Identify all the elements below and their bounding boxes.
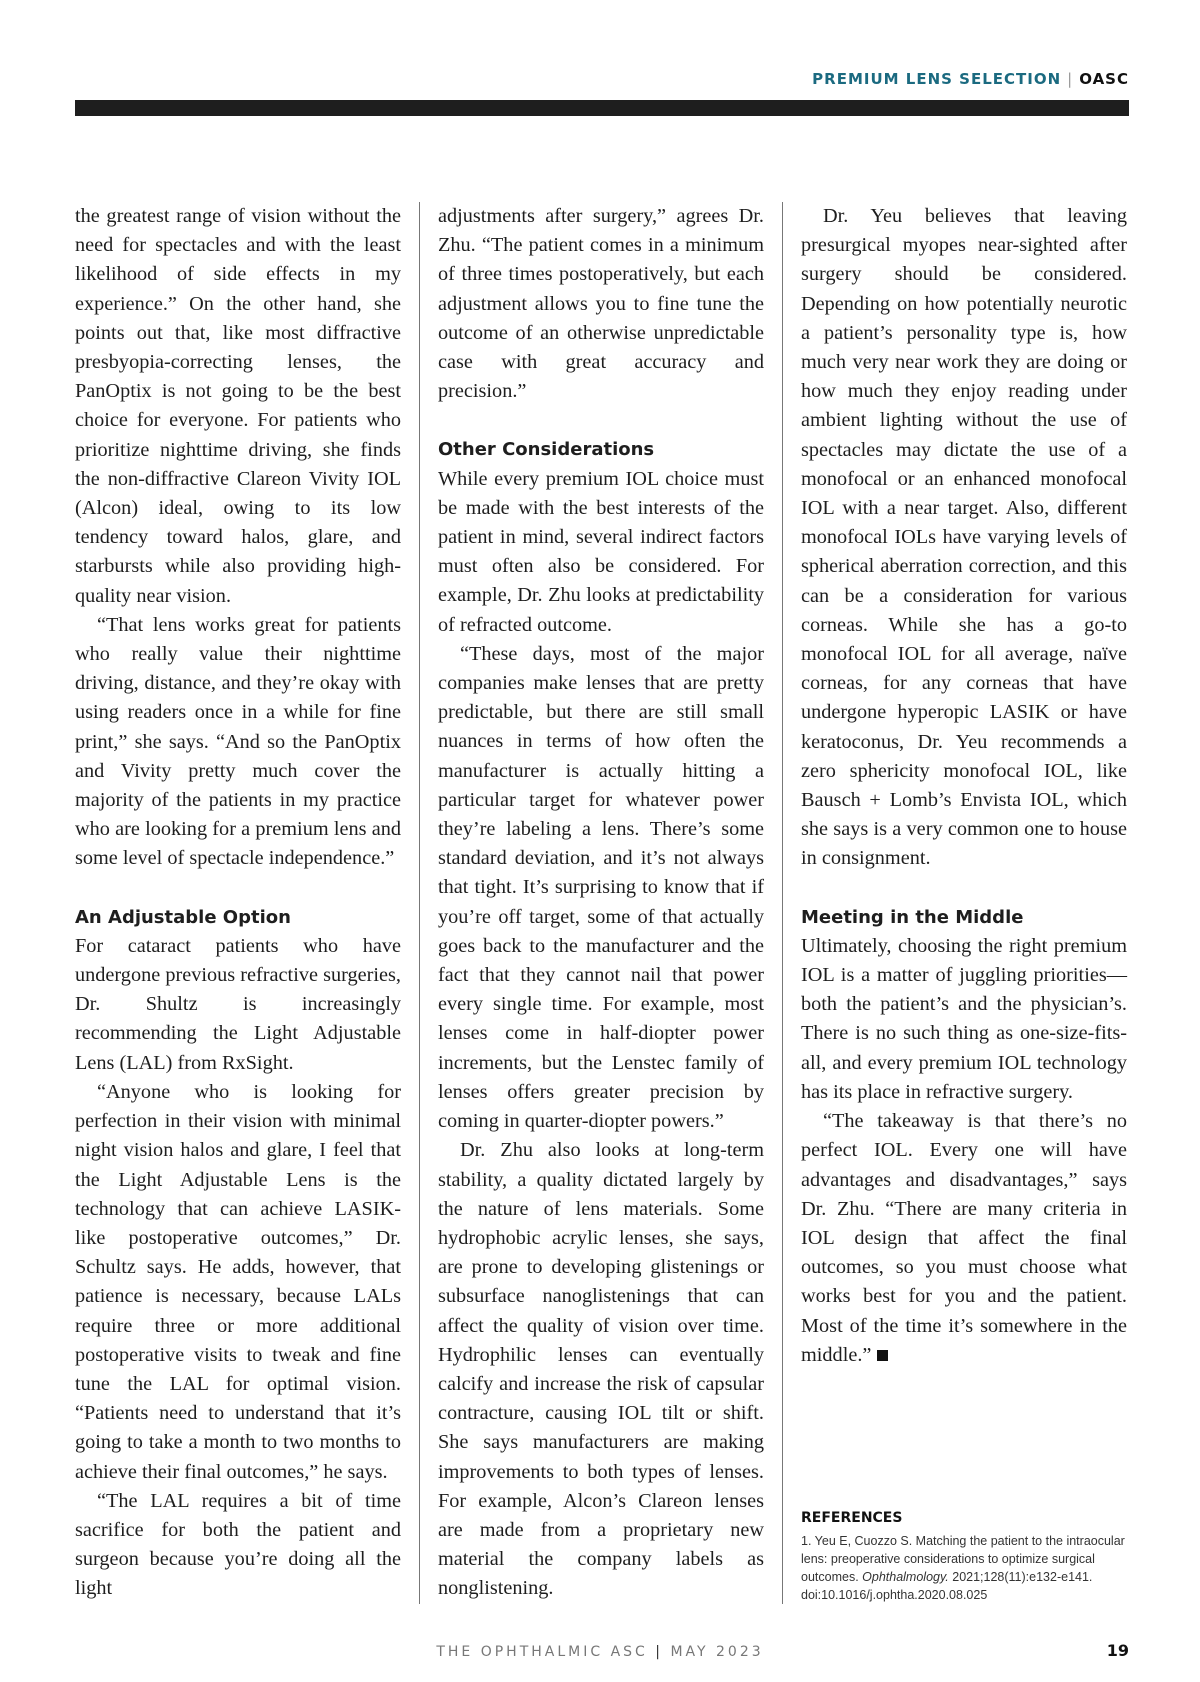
body-paragraph: “That lens works great for patients who really value their nighttime driving, distance, and they’re okay with using readers once in a while for fine print,” she says. “And so the PanOptix and Vivity pretty much cover the majority of the patients in my practice who are looking for a premium lens and some level of spectacle independence.”: [75, 613, 401, 870]
section-heading: An Adjustable Option: [75, 906, 291, 928]
body-paragraph: Dr. Zhu also looks at long-term stability, a quality dictated largely by the nature of lens materials. Some hydrophobic acrylic lenses, she says, are prone to developing glistenings or subsurface nanoglistenings that can affect the quality of vision over time. Hydrophilic lenses can eventually calcify and increase the risk of capsular contracture, causing IOL tilt or shift. She says manufacturers are making improvements to both types of lenses. For example, Alcon’s Clareon lenses are made from a proprietary new material the company labels as nonglistening.: [438, 1139, 764, 1600]
body-paragraph: “The LAL requires a bit of time sacrifice for both the patient and surgeon because you’re doing all the light: [75, 1489, 401, 1600]
footer-publication: THE OPHTHALMIC ASC: [436, 1643, 648, 1660]
body-paragraph: For cataract patients who have undergone previous refractive surgeries, Dr. Shultz is increasingly recommending the Light Adjustable Lens (LAL) from RxSight.: [75, 934, 401, 1074]
body-paragraph: “Anyone who is looking for perfection in their vision with minimal night vision halos and glare, I feel that the Light Adjustable Lens is the technology that can achieve LASIK-like postoperative outcomes,” Dr. Schultz says. He adds, however, that patience is necessary, because LALs require three or more additional postoperative visits to tweak and fine tune the LAL for optimal vision. “Patients need to understand that it’s going to take a month to two months to achieve their final outcomes,” he says.: [75, 1080, 401, 1483]
reference-text: 1. Yeu E, Cuozzo S. Matching the patient to the intraocular lens: preoperative considerations to optimize surgical outcomes.: [801, 1533, 1125, 1584]
column-2: [419, 202, 764, 1604]
section-heading: Other Considerations: [438, 439, 655, 461]
reference-journal: Ophthalmology.: [862, 1569, 949, 1584]
footer-date: MAY 2023: [670, 1643, 764, 1660]
references: [801, 1468, 1127, 1604]
column-3: [782, 202, 1127, 1604]
section-heading: Meeting in the Middle: [801, 906, 1024, 928]
footer-row: [0, 1642, 1200, 1682]
references-heading: REFERENCES: [801, 1509, 903, 1526]
running-header: [812, 70, 1129, 88]
body-paragraph: the greatest range of vision without the need for spectacles and with the least likelihood of side effects in my experience.” On the other hand, she points out that, like most diffractive presbyopia-correcting lenses, the PanOptix is not going to be the best choice for everyone. For patients who prioritize nighttime driving, she finds the non-diffractive Clareon Vivity IOL (Alcon) ideal, owing to its low tendency toward halos, glare, and starbursts while also providing high-quality near vision.: [75, 205, 401, 607]
footer-separator: |: [655, 1643, 663, 1660]
header-rule-bar: [75, 100, 1129, 116]
page-number: 19: [1106, 1640, 1129, 1660]
column-1: [75, 202, 401, 1604]
footer: [0, 1642, 1200, 1662]
paragraph-text: “The takeaway is that there’s no perfect IOL. Every one will have advantages and disadvantages,” says Dr. Zhu. “There are many criteria in IOL design that affect the final outcomes, so you must choose what works best for you and the patient. Most of the time it’s somewhere in the middle.”: [801, 1110, 1127, 1366]
body-paragraph: Dr. Yeu believes that leaving presurgical myopes near-sighted after surgery should be considered. Depending on how potentially neurotic a patient’s personality type is, how much very near work they are doing or how much they enjoy reading under ambient lighting without the use of spectacles may dictate the use of a monofocal or an enhanced monofocal IOL with a near target. Also, different monofocal IOLs have varying levels of spherical aberration correction, and this can be a consideration for various corneas. While she has a go-to monofocal IOL for all average, naïve corneas, for any corneas that have undergone hyperopic LASIK or have keratoconus, Dr. Yeu recommends a zero sphericity monofocal IOL, like Bausch + Lomb’s Envista IOL, which she says is a very common one to house in consignment.: [801, 205, 1127, 870]
section-title: PREMIUM LENS SELECTION: [812, 70, 1062, 88]
article-columns: [75, 202, 1129, 1604]
header-separator: |: [1067, 70, 1074, 88]
body-paragraph: [801, 1107, 1127, 1370]
body-paragraph: adjustments after surgery,” agrees Dr. Zhu. “The patient comes in a minimum of three times postoperatively, but each adjustment allows you to fine tune the outcome of an otherwise unpredictable case with great accuracy and precision.”: [438, 205, 764, 403]
body-paragraph: Ultimately, choosing the right premium IOL is a matter of juggling priorities—both the patient’s and the physician’s. There is no such thing as one-size-fits-all, and every premium IOL technology has its place in refractive surgery.: [801, 934, 1127, 1103]
body-paragraph: While every premium IOL choice must be made with the best interests of the patient in mind, several indirect factors must often also be considered. For example, Dr. Zhu looks at predictability of refracted outcome.: [438, 467, 764, 636]
publication-abbrev: OASC: [1079, 70, 1129, 88]
reference-citation: 2021;128(11):e132-e141. doi:10.1016/j.ophtha.2020.08.025: [801, 1569, 1093, 1602]
column-3-body: [801, 202, 1127, 1370]
reference-item: [801, 1532, 1127, 1604]
end-of-article-icon: [877, 1350, 888, 1361]
body-paragraph: “These days, most of the major companies make lenses that are pretty predictable, but there are still small nuances in terms of how often the manufacturer is actually hitting a particular target for whatever power they’re labeling a lens. There’s some standard deviation, and it’s not always that tight. It’s surprising to know that if you’re off target, some of that actually goes back to the manufacturer and the fact that they cannot nail that power every single time. For example, most lenses come in half-diopter power increments, but the Lenstec family of lenses offers greater precision by coming in quarter-diopter powers.”: [438, 642, 764, 1133]
